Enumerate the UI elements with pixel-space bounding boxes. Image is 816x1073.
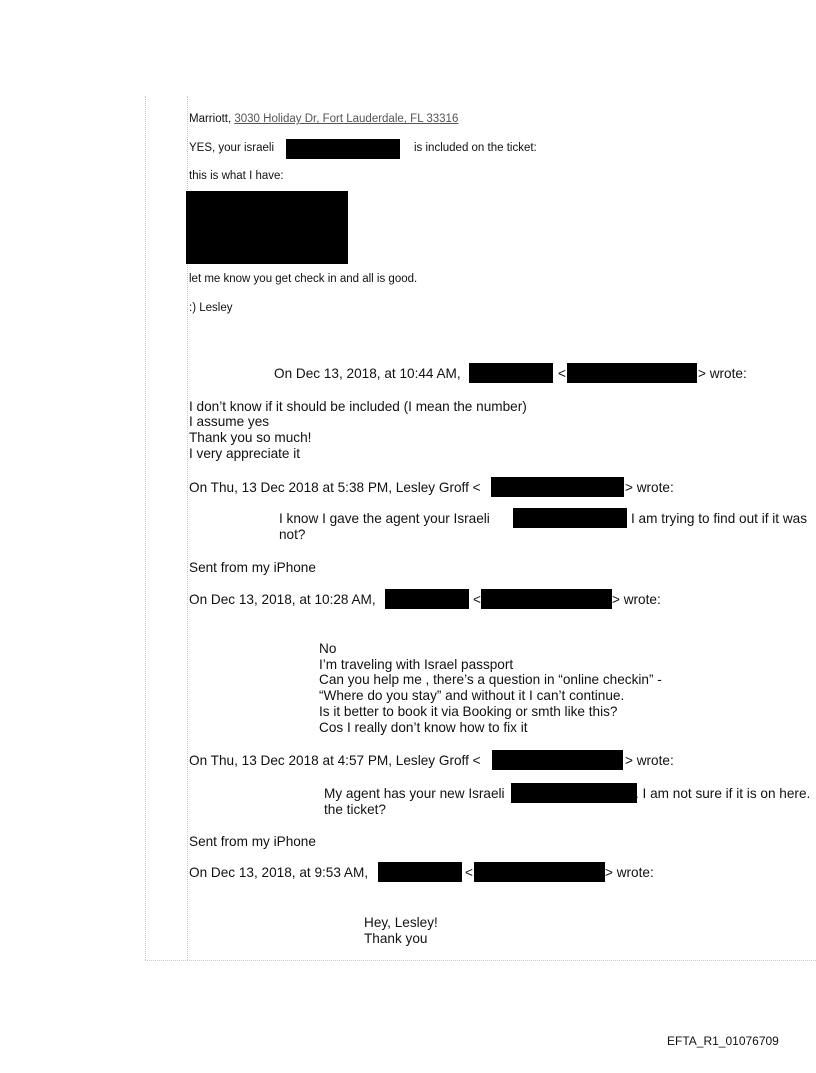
m3-line: Can you help me , there’s a question in “online checkin” -	[319, 672, 662, 687]
yes-line-end: is included on the ticket:	[414, 142, 537, 154]
m5-header-end: > wrote:	[605, 865, 654, 880]
m1-header-start: On Dec 13, 2018, at 10:44 AM,	[274, 366, 461, 381]
m1-line: I very appreciate it	[189, 446, 301, 461]
redaction-box	[469, 363, 553, 383]
m1-header-lt: <	[558, 366, 566, 381]
redaction-box	[491, 477, 624, 497]
redaction-box	[492, 750, 623, 770]
redaction-box	[385, 589, 469, 609]
m2-line: not?	[279, 527, 306, 542]
m5-line: Hey, Lesley!	[364, 915, 438, 930]
m2-line-start: I know I gave the agent your Israeli	[279, 511, 490, 526]
yes-line-start: YES, your israeli	[189, 142, 275, 154]
hotel-name: Marriott,	[189, 113, 232, 125]
have-line: this is what I have:	[189, 170, 284, 182]
m3-line: No	[319, 641, 337, 656]
redaction-box	[378, 862, 462, 882]
m1-line: Thank you so much!	[189, 430, 312, 445]
m3-line: “Where do you stay” and without it I can’t continue.	[319, 688, 625, 703]
sent-from-iphone: Sent from my iPhone	[189, 834, 316, 849]
redaction-box	[474, 862, 605, 882]
m1-line: I assume yes	[189, 414, 270, 429]
m5-header-lt: <	[465, 865, 473, 880]
m2-header-start: On Thu, 13 Dec 2018 at 5:38 PM, Lesley Groff <	[189, 480, 481, 495]
m3-header-lt: <	[473, 592, 481, 607]
m4-line-start: My agent has your new Israeli	[324, 786, 505, 801]
m1-line: I don’t know if it should be included (I mean the number)	[189, 399, 527, 414]
redaction-box	[513, 508, 627, 528]
m2-line-end: I am trying to find out if it was	[631, 511, 808, 526]
m2-header-end: > wrote:	[625, 480, 674, 495]
redaction-box	[567, 363, 697, 383]
checkin-line: let me know you get check in and all is good.	[189, 273, 418, 285]
redaction-box	[481, 589, 612, 609]
m4-line-end: . I am not sure if it is on here.	[635, 786, 811, 801]
m3-line: Is it better to book it via Booking or smth like this?	[319, 704, 618, 719]
address-link[interactable]: 3030 Holiday Dr, Fort Lauderdale, FL 33316	[234, 113, 459, 125]
redaction-box	[511, 783, 637, 803]
m3-line: I’m traveling with Israel passport	[319, 657, 514, 672]
m3-line: Cos I really don’t know how to fix it	[319, 720, 528, 735]
signoff-line: :) Lesley	[189, 302, 233, 314]
m1-header-end: > wrote:	[698, 366, 747, 381]
m4-header-end: > wrote:	[625, 753, 674, 768]
page-left-border	[145, 96, 146, 960]
m5-header-start: On Dec 13, 2018, at 9:53 AM,	[189, 865, 369, 880]
bates-number: EFTA_R1_01076709	[667, 1034, 779, 1048]
m5-line: Thank you	[364, 931, 428, 946]
redaction-box	[286, 139, 400, 159]
redaction-box	[186, 191, 348, 264]
m4-header-start: On Thu, 13 Dec 2018 at 4:57 PM, Lesley Groff <	[189, 753, 481, 768]
m3-header-start: On Dec 13, 2018, at 10:28 AM,	[189, 592, 376, 607]
m3-header-end: > wrote:	[612, 592, 661, 607]
sent-from-iphone: Sent from my iPhone	[189, 560, 316, 575]
page-bottom-border	[145, 960, 816, 961]
m4-line: the ticket?	[324, 802, 386, 817]
hotel-address-line	[189, 113, 458, 125]
